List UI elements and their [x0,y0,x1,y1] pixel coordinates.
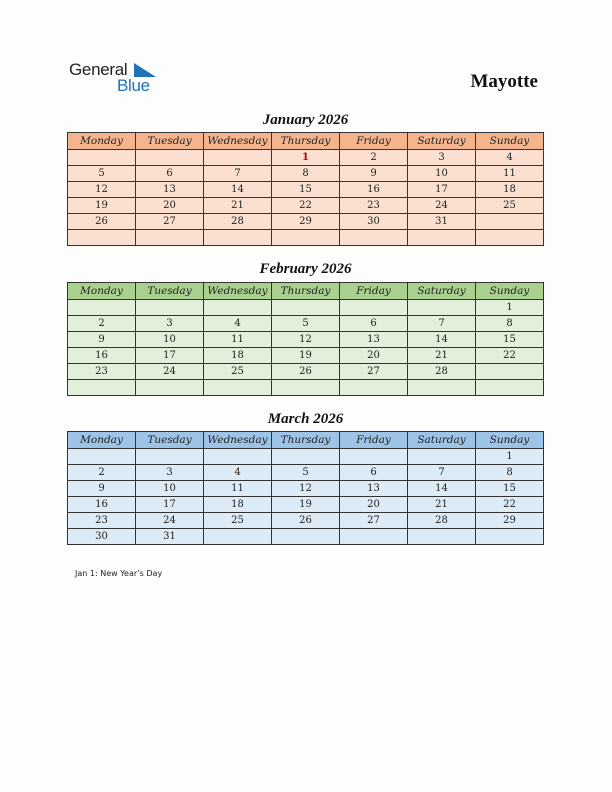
day-cell: 27 [340,513,408,529]
week-row [68,449,544,465]
day-cell: 7 [408,316,476,332]
logo-triangle-icon [134,63,156,77]
day-cell: 25 [204,364,272,380]
logo-word-blue: Blue [117,76,150,95]
weekday-header-saturday: Saturday [408,283,476,300]
day-cell: 6 [136,166,204,182]
empty-day-cell [408,449,476,465]
day-cell: 21 [408,497,476,513]
day-cell: 11 [476,166,544,182]
weekday-header-friday: Friday [340,283,408,300]
day-cell: 8 [272,166,340,182]
day-cell: 24 [408,198,476,214]
weekday-header-saturday: Saturday [408,133,476,150]
empty-day-cell [204,529,272,545]
day-cell: 18 [476,182,544,198]
day-cell: 19 [272,497,340,513]
day-cell: 28 [204,214,272,230]
empty-day-cell [68,300,136,316]
empty-day-cell [204,380,272,396]
day-cell: 3 [408,150,476,166]
weekday-header-saturday: Saturday [408,432,476,449]
weekday-header-row [68,432,544,449]
weekday-header-friday: Friday [340,432,408,449]
day-cell: 22 [476,348,544,364]
day-cell: 19 [272,348,340,364]
empty-day-cell [408,300,476,316]
day-cell: 1 [476,449,544,465]
empty-day-cell [204,300,272,316]
empty-day-cell [136,380,204,396]
day-cell: 12 [68,182,136,198]
weekday-header-row [68,283,544,300]
empty-day-cell [408,529,476,545]
day-cell: 10 [408,166,476,182]
empty-day-cell [68,230,136,246]
day-cell: 4 [204,316,272,332]
weekday-header-tuesday: Tuesday [136,432,204,449]
week-row [68,300,544,316]
day-cell: 21 [204,198,272,214]
weekday-header-wednesday: Wednesday [204,432,272,449]
weekday-header-monday: Monday [68,133,136,150]
weekday-header-row [68,133,544,150]
day-cell: 27 [136,214,204,230]
week-row [68,316,544,332]
empty-day-cell [272,529,340,545]
day-cell: 26 [272,513,340,529]
calendar-february [67,282,544,396]
empty-day-cell [204,449,272,465]
day-cell: 23 [68,364,136,380]
empty-day-cell [136,150,204,166]
empty-day-cell [340,230,408,246]
empty-day-cell [136,230,204,246]
empty-day-cell [272,230,340,246]
week-row [68,182,544,198]
empty-day-cell [204,230,272,246]
day-cell: 4 [476,150,544,166]
day-cell: 6 [340,465,408,481]
week-row [68,214,544,230]
day-cell: 14 [408,481,476,497]
day-cell: 19 [68,198,136,214]
country-title: Mayotte [470,71,538,92]
day-cell: 29 [272,214,340,230]
calendar-march [67,431,544,545]
week-row [68,230,544,246]
empty-day-cell [476,214,544,230]
empty-day-cell [204,150,272,166]
empty-day-cell [68,449,136,465]
weekday-header-sunday: Sunday [476,432,544,449]
day-cell: 12 [272,481,340,497]
day-cell: 31 [408,214,476,230]
empty-day-cell [272,449,340,465]
day-cell: 30 [340,214,408,230]
day-cell: 27 [340,364,408,380]
day-cell: 21 [408,348,476,364]
day-cell: 12 [272,332,340,348]
day-cell: 13 [136,182,204,198]
month-title-march: March 2026 [267,411,344,427]
week-row [68,481,544,497]
day-cell: 9 [68,332,136,348]
day-cell: 1 [272,150,340,166]
day-cell: 20 [340,348,408,364]
weekday-header-sunday: Sunday [476,133,544,150]
day-cell: 17 [136,348,204,364]
empty-day-cell [476,364,544,380]
day-cell: 25 [476,198,544,214]
weekday-header-monday: Monday [68,432,136,449]
week-row [68,150,544,166]
day-cell: 24 [136,513,204,529]
day-cell: 20 [136,198,204,214]
day-cell: 8 [476,316,544,332]
day-cell: 26 [272,364,340,380]
day-cell: 16 [68,497,136,513]
day-cell: 16 [340,182,408,198]
day-cell: 24 [136,364,204,380]
weekday-header-thursday: Thursday [272,432,340,449]
week-row [68,348,544,364]
week-row [68,166,544,182]
empty-day-cell [408,230,476,246]
day-cell: 10 [136,481,204,497]
empty-day-cell [476,230,544,246]
day-cell: 14 [204,182,272,198]
empty-day-cell [476,380,544,396]
day-cell: 23 [68,513,136,529]
day-cell: 2 [68,465,136,481]
day-cell: 20 [340,497,408,513]
day-cell: 17 [408,182,476,198]
day-cell: 18 [204,348,272,364]
empty-day-cell [272,380,340,396]
day-cell: 2 [68,316,136,332]
day-cell: 2 [340,150,408,166]
day-cell: 15 [476,332,544,348]
day-cell: 10 [136,332,204,348]
holiday-note: Jan 1: New Year’s Day [75,569,163,578]
day-cell: 16 [68,348,136,364]
day-cell: 6 [340,316,408,332]
empty-day-cell [136,449,204,465]
day-cell: 9 [340,166,408,182]
week-row [68,465,544,481]
day-cell: 22 [272,198,340,214]
day-cell: 8 [476,465,544,481]
week-row [68,513,544,529]
general-blue-logo [69,60,169,96]
day-cell: 28 [408,364,476,380]
day-cell: 11 [204,332,272,348]
weekday-header-friday: Friday [340,133,408,150]
day-cell: 28 [408,513,476,529]
month-title-february: February 2026 [259,261,352,277]
empty-day-cell [68,380,136,396]
day-cell: 29 [476,513,544,529]
day-cell: 25 [204,513,272,529]
day-cell: 13 [340,332,408,348]
day-cell: 22 [476,497,544,513]
day-cell: 31 [136,529,204,545]
day-cell: 5 [68,166,136,182]
day-cell: 9 [68,481,136,497]
week-row [68,332,544,348]
weekday-header-tuesday: Tuesday [136,283,204,300]
weekday-header-wednesday: Wednesday [204,133,272,150]
empty-day-cell [340,529,408,545]
week-row [68,529,544,545]
empty-day-cell [408,380,476,396]
empty-day-cell [68,150,136,166]
day-cell: 7 [204,166,272,182]
day-cell: 13 [340,481,408,497]
day-cell: 18 [204,497,272,513]
logo-word-general: General [69,60,128,79]
day-cell: 14 [408,332,476,348]
day-cell: 17 [136,497,204,513]
weekday-header-thursday: Thursday [272,133,340,150]
day-cell: 7 [408,465,476,481]
empty-day-cell [476,529,544,545]
day-cell: 4 [204,465,272,481]
month-title-january: January 2026 [262,112,349,128]
weekday-header-monday: Monday [68,283,136,300]
week-row [68,198,544,214]
weekday-header-thursday: Thursday [272,283,340,300]
day-cell: 5 [272,316,340,332]
day-cell: 23 [340,198,408,214]
week-row [68,380,544,396]
week-row [68,364,544,380]
calendar-january [67,132,544,246]
day-cell: 30 [68,529,136,545]
day-cell: 11 [204,481,272,497]
day-cell: 15 [476,481,544,497]
day-cell: 1 [476,300,544,316]
empty-day-cell [340,449,408,465]
empty-day-cell [340,300,408,316]
day-cell: 5 [272,465,340,481]
weekday-header-tuesday: Tuesday [136,133,204,150]
empty-day-cell [272,300,340,316]
day-cell: 26 [68,214,136,230]
day-cell: 3 [136,316,204,332]
weekday-header-sunday: Sunday [476,283,544,300]
day-cell: 15 [272,182,340,198]
empty-day-cell [340,380,408,396]
week-row [68,497,544,513]
empty-day-cell [136,300,204,316]
weekday-header-wednesday: Wednesday [204,283,272,300]
day-cell: 3 [136,465,204,481]
